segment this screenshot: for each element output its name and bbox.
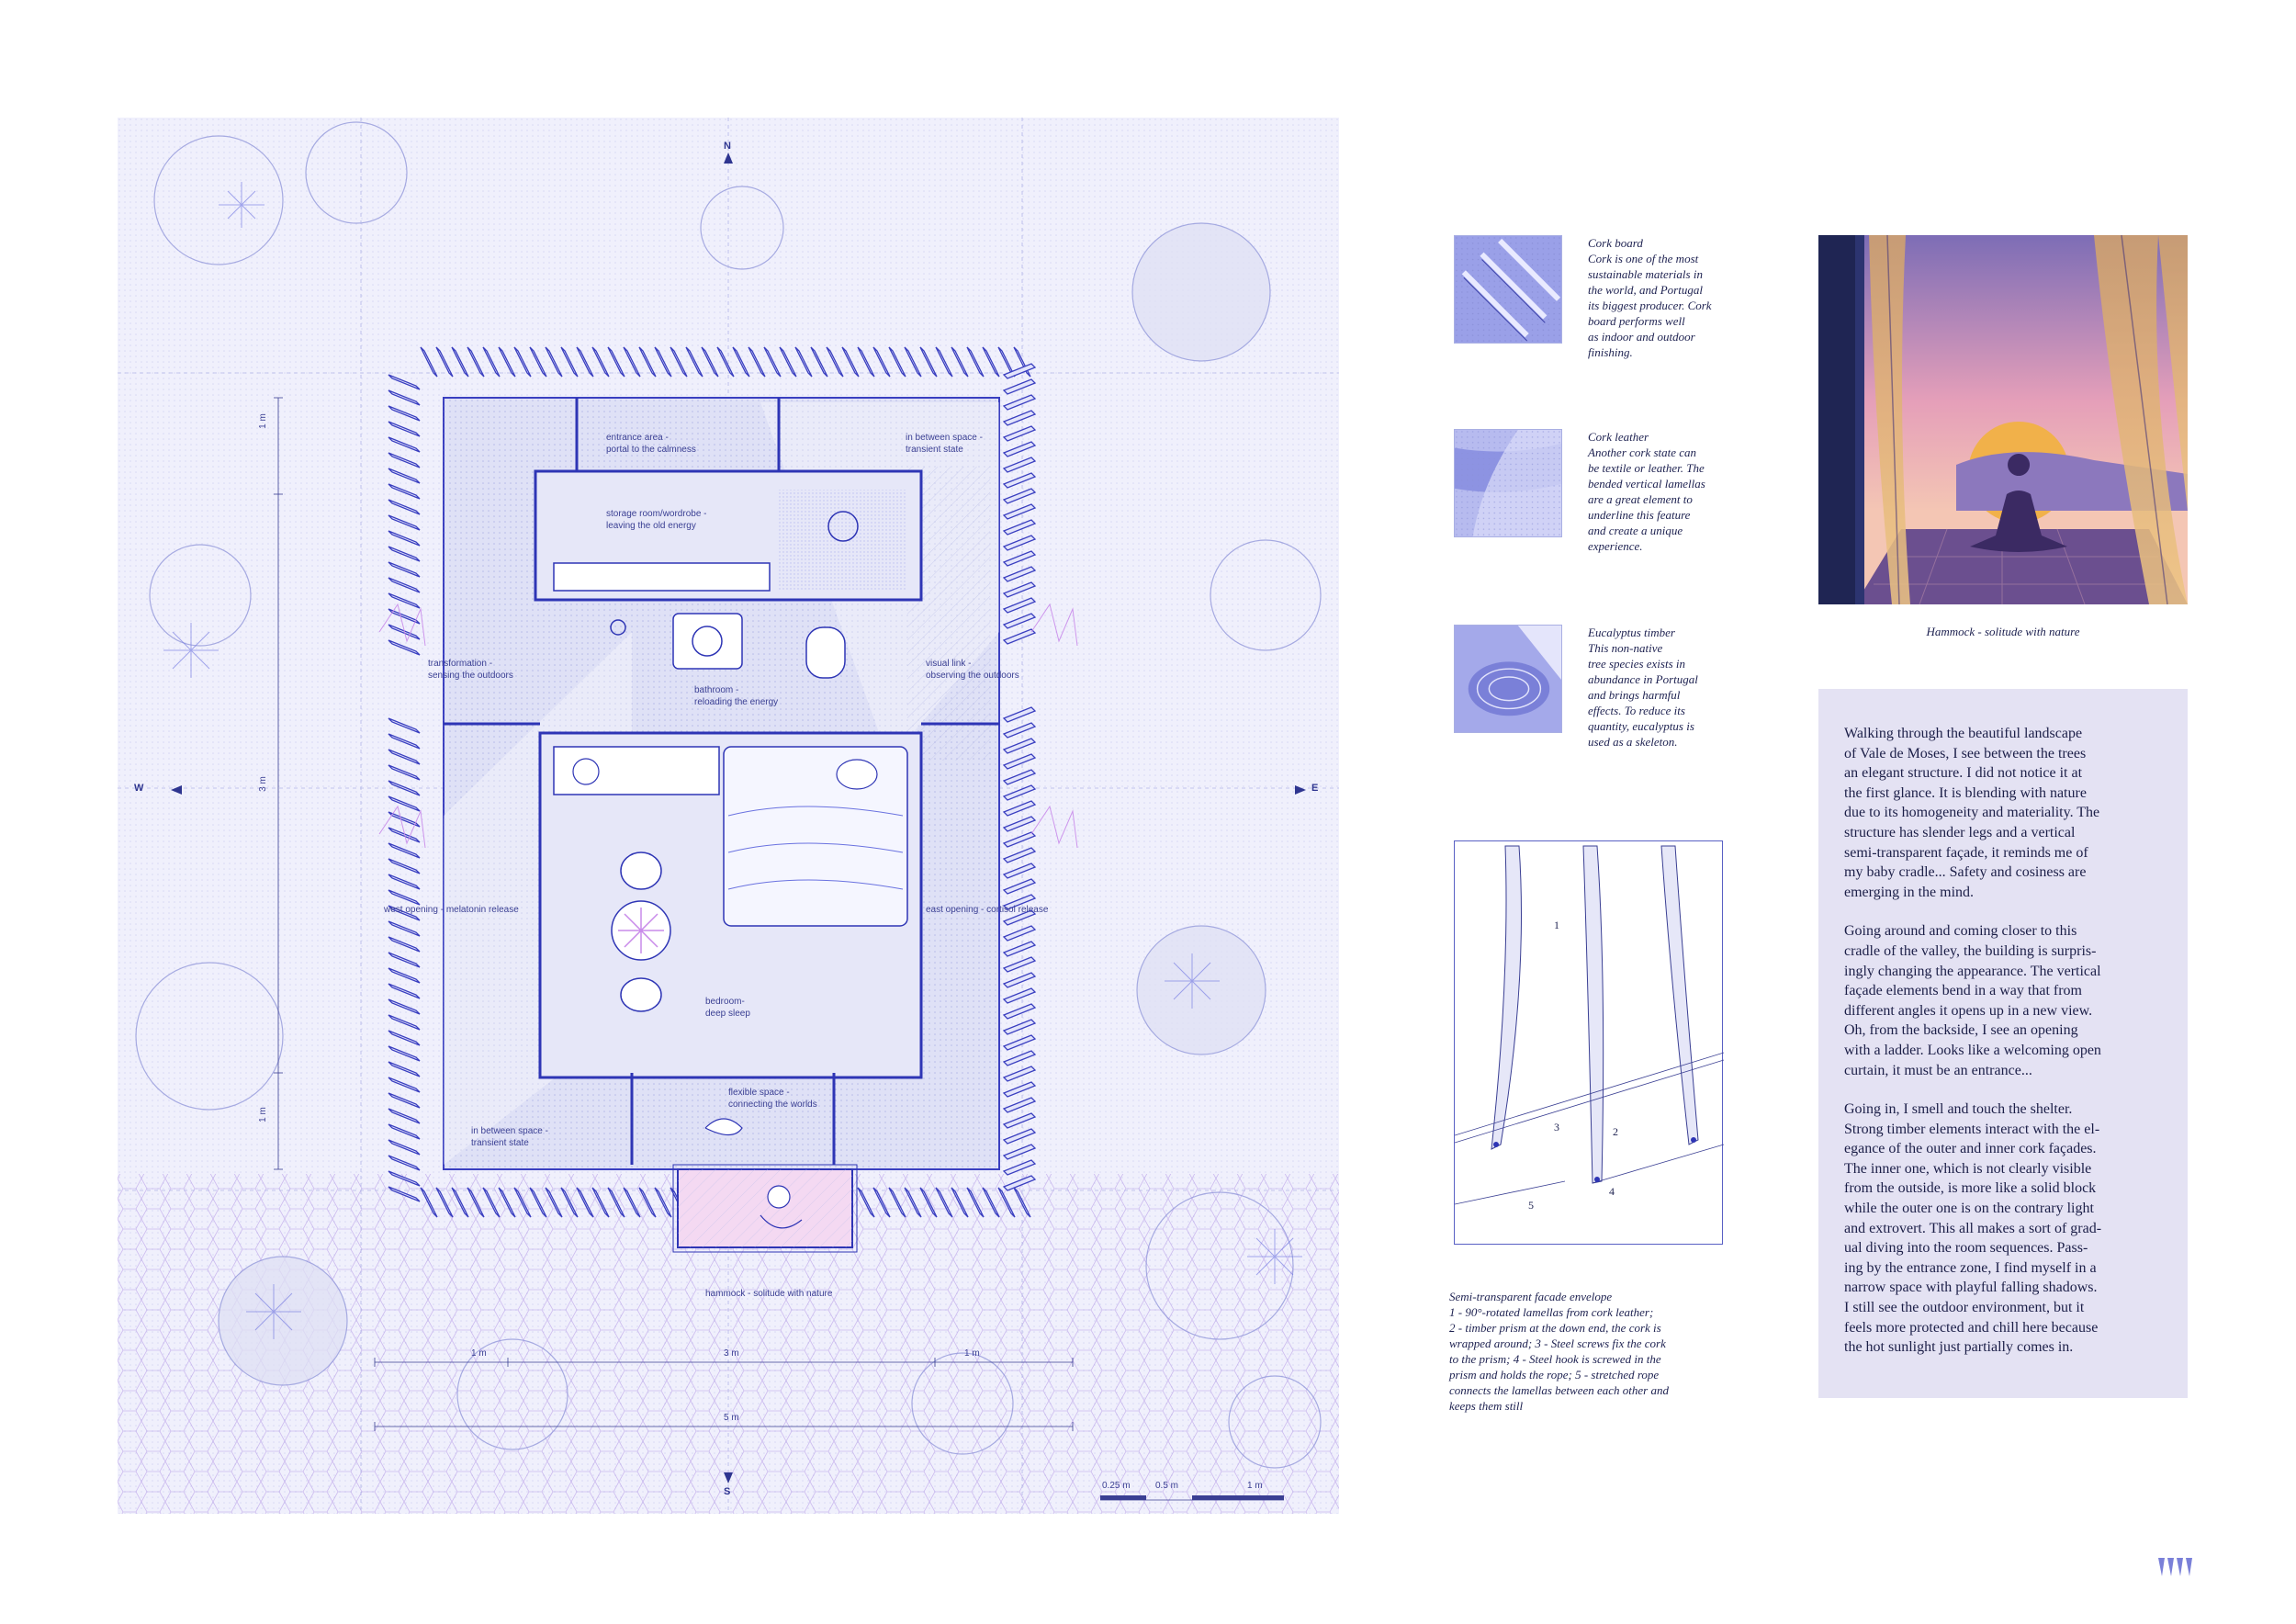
facade-caption [1449,1289,1725,1414]
dim-left-1m-bottom: 1 m [257,1107,268,1122]
narrative-line: and extrovert. This all makes a sort of grad- [1844,1220,2102,1236]
narrative-line: egance of the outer and inner cork façades. [1844,1141,2097,1157]
compass-north: N [724,141,731,152]
narrative-line: Going in, I smell and touch the shelter. [1844,1101,2073,1118]
cork-leather-line: are a great element to [1588,492,1693,506]
narrative-line: narrow space with playful falling shadows. [1844,1280,2098,1296]
facade-detail-drawing [1454,840,1723,1245]
narrative-line: curtain, it must be an entrance... [1844,1062,2032,1078]
eucalyptus-text [1588,625,1772,750]
scale-bar-025: 0.25 m [1102,1481,1131,1491]
narrative-line: my baby cradle... Safety and cosiness are [1844,864,2087,881]
narrative-line: an elegant structure. I did not notice it at [1844,765,2083,782]
narrative-line: The inner one, which is not clearly visible [1844,1160,2092,1177]
facade-caption-line: 2 - timber prism at the down end, the cork is [1449,1321,1661,1335]
cork-board-swatch [1454,235,1562,344]
facade-caption-line: connects the lamellas between each other and [1449,1383,1669,1397]
cork-board-line: as indoor and outdoor [1588,330,1695,344]
dim-bottom-1m-right: 1 m [964,1348,980,1359]
eucalyptus-line: used as a skeleton. [1588,735,1678,749]
scale-bar-1: 1 m [1247,1481,1263,1491]
facade-caption-line: prism and holds the rope; 5 - stretched rope [1449,1368,1660,1382]
dim-bottom-5m: 5 m [724,1413,739,1423]
cork-board-title: Cork board [1588,236,1643,250]
narrative-line: the first glance. It is blending with nature [1844,784,2087,801]
facade-caption-line: keeps them still [1449,1399,1524,1413]
dim-bottom-1m-left: 1 m [471,1348,487,1359]
eucalyptus-line: effects. To reduce its [1588,704,1685,717]
eucalyptus-title: Eucalyptus timber [1588,626,1675,639]
facade-caption-title: Semi-transparent facade envelope [1449,1290,1613,1303]
narrative-panel [1818,689,2188,1398]
narrative-line: I still see the outdoor environment, but it [1844,1300,2085,1316]
cork-leather-line: experience. [1588,539,1643,553]
cork-board-line: Cork is one of the most [1588,252,1699,265]
facade-caption-line: to the prism; 4 - Steel hook is screwed in the [1449,1352,1661,1366]
hammock-illustration [1818,235,2188,604]
eucalyptus-line: and brings harmful [1588,688,1681,702]
narrative-line: Oh, from the backside, I see an opening [1844,1022,2078,1039]
label-entrance: entrance area - portal to the calmness [606,433,696,455]
facade-detail-svg [1455,841,1724,1246]
floor-plan-drawing [118,118,1339,1514]
cork-board-line: its biggest producer. Cork [1588,299,1712,312]
floor-plan-panel [118,118,1339,1514]
facade-num-4: 4 [1609,1185,1615,1198]
narrative-paragraph-1 [1844,724,2162,902]
label-hammock: hammock - solitude with nature [705,1289,833,1299]
facade-num-1: 1 [1554,919,1559,931]
facade-caption-line: wrapped around; 3 - Steel screws fix the cork [1449,1336,1666,1350]
narrative-line: of Vale de Moses, I see between the trees [1844,745,2087,761]
label-storage: storage room/wordrobe - leaving the old energy [606,509,707,531]
label-east-opening: east opening - cortisol release [926,905,1049,915]
facade-num-2: 2 [1613,1125,1618,1138]
brand-mark-icon [2156,1556,2195,1578]
label-visual-link: visual link - observing the outdoors [926,659,1019,681]
narrative-line: different angles it opens up in a new view. [1844,1002,2093,1019]
narrative-line: with a ladder. Looks like a welcoming open [1844,1042,2101,1058]
cork-leather-text [1588,429,1772,554]
eucalyptus-swatch [1454,625,1562,733]
label-bathroom: bathroom - reloading the energy [694,685,779,707]
facade-num-3: 3 [1554,1121,1559,1133]
cork-board-line: finishing. [1588,345,1633,359]
narrative-line: ual diving into the room sequences. Pass- [1844,1240,2088,1257]
cork-leather-line: and create a unique [1588,524,1683,537]
narrative-line: due to its homogeneity and materiality. The [1844,805,2100,821]
narrative-line: Going around and coming closer to this [1844,923,2077,940]
cork-leather-line: be textile or leather. The [1588,461,1705,475]
label-bedroom: bedroom- deep sleep [705,997,750,1019]
narrative-line: feels more protected and chill here because [1844,1319,2099,1336]
label-transformation: transformation - sensing the outdoors [428,659,513,681]
label-flexible: flexible space - connecting the worlds [728,1088,817,1110]
eucalyptus-line: tree species exists in [1588,657,1686,671]
narrative-line: from the outside, is more like a solid block [1844,1180,2097,1197]
facade-caption-line: 1 - 90°-rotated lamellas from cork leather; [1449,1305,1654,1319]
cork-board-line: board performs well [1588,314,1685,328]
dim-left-1m-top: 1 m [257,413,268,429]
cork-board-text [1588,235,1772,360]
eucalyptus-line: abundance in Portugal [1588,672,1698,686]
narrative-line: Strong timber elements interact with the el- [1844,1121,2100,1137]
compass-south: S [724,1486,731,1497]
scale-bar-05: 0.5 m [1155,1481,1179,1491]
label-west-opening: west opening - melatonin release [384,905,519,915]
dim-bottom-3m: 3 m [724,1348,739,1359]
dim-left-3m: 3 m [257,776,268,792]
narrative-line: semi-transparent façade, it reminds me of [1844,844,2088,861]
cork-leather-line: bended vertical lamellas [1588,477,1705,491]
cork-leather-title: Cork leather [1588,430,1649,444]
narrative-line: structure has slender legs and a vertical [1844,824,2076,840]
narrative-line: ing by the entrance zone, I find myself in a [1844,1259,2097,1276]
compass-east: E [1311,783,1319,794]
narrative-line: façade elements bend in a way that from [1844,983,2082,999]
narrative-line: emerging in the mind. [1844,884,1975,900]
narrative-paragraph-3 [1844,1100,2162,1358]
cork-board-line: the world, and Portugal [1588,283,1703,297]
narrative-line: while the outer one is on the contrary light [1844,1201,2094,1217]
label-inbetween-ne: in between space - transient state [906,433,983,455]
narrative-line: ingly changing the appearance. The vertical [1844,963,2101,979]
label-inbetween-sw: in between space - transient state [471,1126,548,1148]
compass-west: W [134,783,144,794]
cork-leather-swatch [1454,429,1562,537]
hammock-caption: Hammock - solitude with nature [1926,625,2080,638]
cork-leather-line: underline this feature [1588,508,1691,522]
narrative-paragraph-2 [1844,921,2162,1080]
cork-board-line: sustainable materials in [1588,267,1703,281]
narrative-line: cradle of the valley, the building is surpris- [1844,942,2097,959]
cork-leather-line: Another cork state can [1588,445,1697,459]
narrative-line: the hot sunlight just partially comes in. [1844,1339,2074,1356]
eucalyptus-line: This non-native [1588,641,1663,655]
facade-num-5: 5 [1528,1199,1534,1212]
narrative-line: Walking through the beautiful landscape [1844,726,2083,741]
eucalyptus-line: quantity, eucalyptus is [1588,719,1694,733]
